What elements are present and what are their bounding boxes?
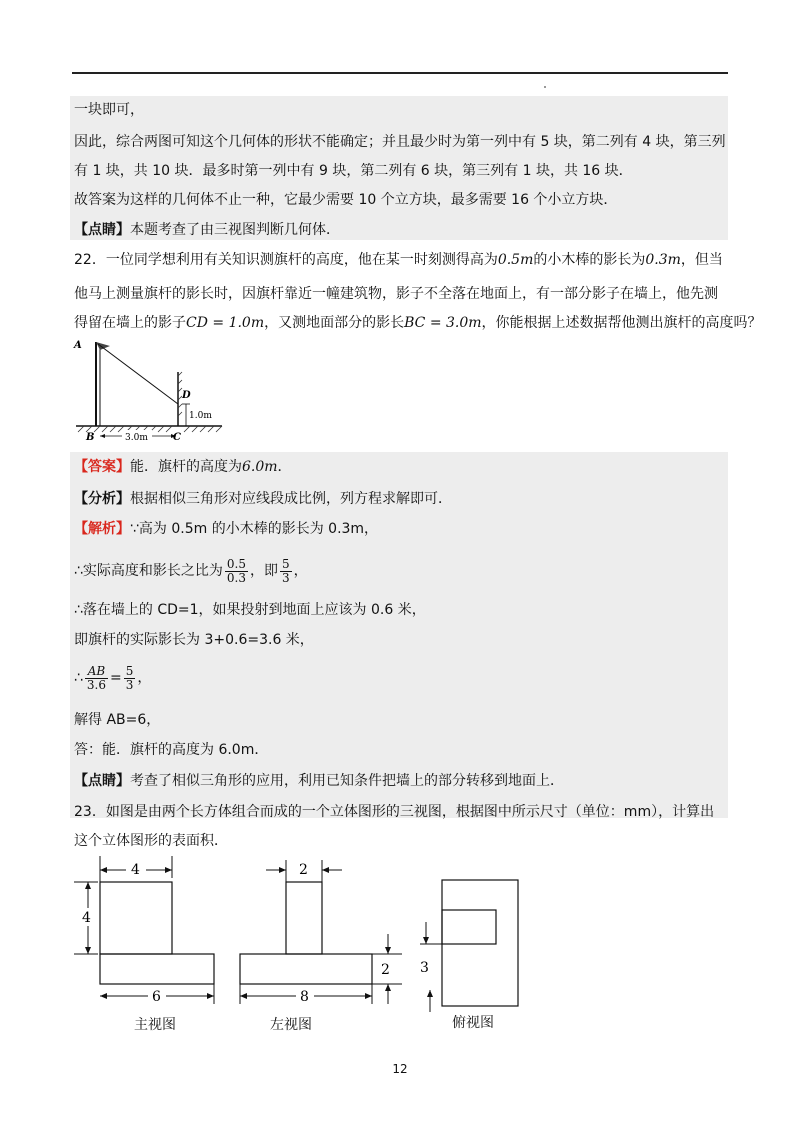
side-dim-bottom: 8	[300, 989, 309, 1005]
prev-line-3: 有 1 块，共 10 块．最多时第一列中有 9 块，第二列有 6 块，第三列有 1 块，共 16 块．	[74, 163, 633, 179]
solution-line-6: 解得 AB=6，	[74, 712, 161, 728]
label-B: B	[86, 432, 95, 443]
dianjing-tag: 【点睛】	[74, 222, 130, 238]
label-D: D	[182, 390, 191, 401]
top-dim-left: 3	[420, 960, 429, 976]
prev-line-4: 故答案为这样的几何体不止一种，它最少需要 10 个立方块，最多需要 16 个小立方块．	[74, 192, 618, 208]
side-dim-top: 2	[299, 862, 308, 878]
q22-line-1	[74, 251, 728, 269]
solution-text-2b: ，即	[250, 563, 279, 579]
label-cd-length: 1.0m	[189, 411, 212, 421]
q22-math-stick-shadow: 0.3m	[645, 252, 681, 268]
fraction-numerator: 5	[125, 663, 134, 678]
prev-dianjing	[74, 221, 728, 239]
solution-line-1	[74, 520, 728, 538]
point-line	[74, 772, 728, 790]
analysis-tag: 【分析】	[74, 491, 130, 507]
equals-sign: =	[110, 670, 122, 686]
fraction-denominator: 3	[125, 677, 134, 692]
q22-math-cd: CD = 1.0m	[186, 315, 265, 331]
q22-text-d: 得留在墙上的影子	[74, 315, 186, 331]
point-tag: 【点睛】	[74, 773, 130, 789]
answer-tag: 【答案】	[74, 459, 130, 475]
front-view-caption: 主视图	[134, 1017, 176, 1033]
fraction-denominator: 3.6	[86, 677, 107, 692]
label-C: C	[173, 432, 181, 443]
fraction-5-over-3	[124, 665, 136, 692]
solution-text-2a: ∴实际高度和影长之比为	[74, 563, 223, 579]
answer-end: ．	[277, 459, 292, 475]
header-dot	[544, 86, 546, 88]
fraction-numerator: 0.5	[226, 556, 247, 571]
solution-line-7: 答：能．旗杆的高度为 6.0m．	[74, 742, 269, 758]
q22-math-bc: BC = 3.0m	[404, 315, 482, 331]
analysis-line	[74, 490, 728, 508]
q23-line-1: 23．如图是由两个长方体组合而成的一个立体图形的三视图，根据图中所示尺寸（单位：mm），计算出	[74, 804, 715, 820]
solution-line-2	[74, 556, 728, 586]
header-rule	[72, 72, 728, 74]
analysis-text: 根据相似三角形对应线段成比例，列方程求解即可．	[130, 491, 452, 507]
page-number: 12	[392, 1062, 408, 1076]
fraction-5-over-3	[280, 558, 292, 585]
fraction-denominator: 0.3	[226, 570, 247, 585]
side-dim-right: 2	[381, 962, 390, 978]
q22-line-3	[74, 314, 762, 332]
solution-tag: 【解析】	[74, 521, 130, 537]
q22-math-stick-height: 0.5m	[497, 252, 534, 268]
solution-text-2c: ，	[293, 563, 308, 579]
answer-math: 6.0m	[242, 459, 278, 475]
answer-line	[74, 458, 728, 476]
solution-text-5c: ，	[137, 670, 152, 686]
q22-text-b: 的小木棒的影长为	[533, 252, 646, 268]
q22-line-2: 他马上测量旗杆的影长时，因旗杆靠近一幢建筑物，影子不全落在地面上，有一部分影子在墙上，他先测	[74, 286, 718, 302]
q22-text-e: ，又测地面部分的影长	[264, 315, 405, 331]
q22-text-a: 22．一位同学想利用有关知识测旗杆的高度，他在某一时刻测得高为	[74, 252, 498, 268]
side-view-figure	[236, 856, 408, 1008]
front-dim-bottom: 6	[152, 989, 161, 1005]
dianjing-text: 本题考查了由三视图判断几何体．	[130, 222, 340, 238]
solution-line-5	[74, 663, 728, 693]
prev-line-2: 因此，综合两图可知这个几何体的形状不能确定；并且最少时为第一列中有 5 块，第二列有 4 块，第三列	[74, 134, 726, 150]
front-dim-left: 4	[82, 910, 91, 926]
front-dim-top: 4	[131, 862, 140, 878]
fraction-denominator: 3	[282, 570, 290, 585]
label-A: A	[74, 340, 82, 351]
solution-text-5a: ∴	[74, 670, 83, 686]
point-text: 考查了相似三角形的应用，利用已知条件把墙上的部分转移到地面上．	[130, 773, 564, 789]
q22-text-f: ，你能根据上述数据帮他测出旗杆的高度吗？	[481, 315, 762, 331]
top-view-figure	[412, 876, 524, 1012]
q22-text-c: ，但当	[680, 252, 723, 268]
front-view-figure	[74, 856, 224, 1008]
flagpole-diagram	[72, 336, 232, 444]
q23-line-2: 这个立体图形的表面积．	[74, 833, 228, 849]
solution-text-1: ∵高为 0.5m 的小木棒的影长为 0.3m，	[130, 521, 379, 537]
fraction-numerator: 5	[282, 556, 290, 571]
solution-line-4: 即旗杆的实际影长为 3+0.6=3.6 米，	[74, 632, 314, 648]
answer-text: 能．旗杆的高度为	[130, 459, 242, 475]
fraction-0.5-over-0.3	[225, 558, 248, 585]
solution-line-3: ∴落在墙上的 CD=1，如果投射到地面上应该为 0.6 米，	[74, 602, 426, 618]
prev-line-1: 一块即可，	[74, 102, 144, 118]
top-view-caption: 俯视图	[452, 1015, 494, 1031]
fraction-numerator: AB	[85, 665, 108, 679]
side-view-caption: 左视图	[270, 1017, 312, 1033]
label-bc-length: 3.0m	[125, 433, 148, 443]
fraction-ab-over-3.6	[85, 665, 108, 692]
